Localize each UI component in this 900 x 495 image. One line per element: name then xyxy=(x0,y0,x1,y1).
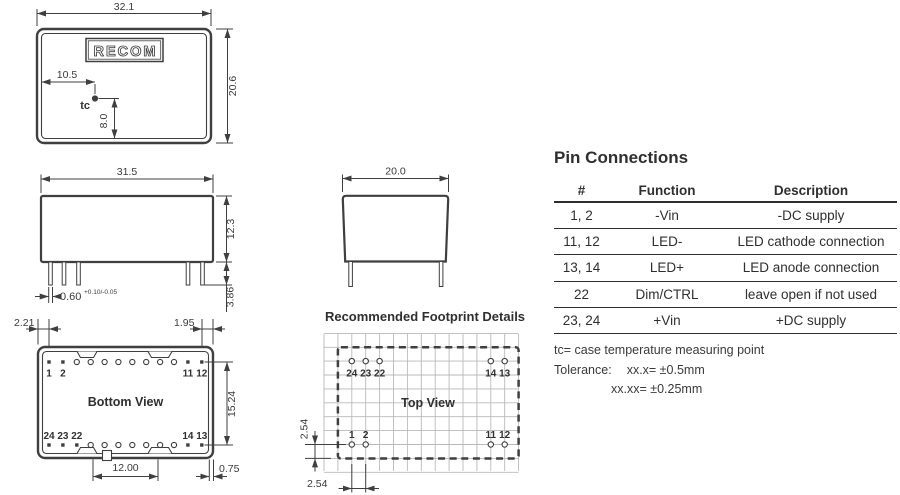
pin-lead xyxy=(62,262,66,285)
pin-width-dim-label: 0.60 xyxy=(60,291,82,303)
footprint-heading: Recommended Footprint Details xyxy=(324,309,526,324)
table-row xyxy=(554,229,897,255)
pad-14 xyxy=(488,358,493,363)
top-view-height-dim-label: 20.6 xyxy=(227,75,239,97)
pin-lead xyxy=(49,262,53,285)
pin-1 xyxy=(47,360,50,363)
tolerance-value-1: xx.x= ±0.5mm xyxy=(626,362,705,377)
end-view xyxy=(343,166,449,287)
pin-hole xyxy=(116,442,121,447)
notes xyxy=(554,341,897,400)
table-row xyxy=(554,255,897,281)
table-row xyxy=(554,203,897,229)
pin-lead xyxy=(186,262,190,285)
pin-description-cell: +DC supply xyxy=(775,312,847,328)
pin-hole xyxy=(171,442,176,447)
pin-hole xyxy=(102,359,107,364)
pin-num-cell: 13, 14 xyxy=(562,260,601,276)
pin-num-cell: 1, 2 xyxy=(570,208,593,223)
pin-hole xyxy=(158,442,163,447)
front-view-height-dim-label: 12.3 xyxy=(225,218,237,240)
pad-24 xyxy=(349,358,354,363)
pad-number: 23 xyxy=(360,368,372,380)
vertical-pitch-dim-label: 2.54 xyxy=(298,418,311,440)
pin-number: 23 xyxy=(57,431,69,442)
col-header-function: Function xyxy=(638,183,696,198)
footprint-view xyxy=(299,309,526,493)
pin-number: 13 xyxy=(196,431,208,442)
tolerance-value-2: xx.xx= ±0.25mm xyxy=(611,382,703,397)
pin-connections-table xyxy=(554,183,897,334)
case-notch xyxy=(77,352,97,358)
col-header-num: # xyxy=(577,183,586,198)
pad-22 xyxy=(377,358,382,363)
pin-hole xyxy=(171,359,176,364)
pin-11 xyxy=(186,360,189,363)
pin-hole xyxy=(74,359,79,364)
tc-label: tc xyxy=(80,100,90,112)
pin-span-dim-label: 12.00 xyxy=(112,462,139,474)
pad-number: 11 xyxy=(485,430,497,441)
pin-hole xyxy=(158,359,163,364)
case-tab xyxy=(103,451,112,461)
case-notch xyxy=(148,448,172,454)
case-notch xyxy=(77,448,97,454)
end-view-body xyxy=(343,196,448,262)
pin-function-cell: Dim/CTRL xyxy=(635,286,699,302)
horizontal-pitch-dim-label: 2.54 xyxy=(307,478,328,490)
front-view-width-dim-label: 31.5 xyxy=(116,166,138,178)
pin-13 xyxy=(200,443,203,446)
pad-number: 2 xyxy=(362,430,369,441)
tc-point xyxy=(92,95,98,101)
pin-23 xyxy=(61,443,64,446)
pin-2 xyxy=(61,360,64,363)
pin-number: 22 xyxy=(71,431,83,442)
pin-number: 12 xyxy=(196,368,208,380)
pin-function-cell: -Vin xyxy=(655,208,679,223)
pin-hole xyxy=(88,442,93,447)
pin-description-cell: LED cathode connection xyxy=(737,234,885,250)
footprint-title: Top View xyxy=(401,396,455,410)
pin-24 xyxy=(47,443,50,446)
top-view xyxy=(37,1,239,143)
pin-function-cell: LED- xyxy=(651,234,683,250)
pin-number: 2 xyxy=(60,368,66,380)
pad-1 xyxy=(349,442,354,447)
right-pin-offset-dim-label: 1.95 xyxy=(174,317,195,329)
pin-hole xyxy=(116,359,121,364)
pad-number: 24 xyxy=(346,368,358,380)
row-pitch-dim-label: 15.24 xyxy=(226,390,238,418)
pin-lead xyxy=(201,262,205,285)
pin-num-cell: 22 xyxy=(573,286,590,302)
pin-description-cell: LED anode connection xyxy=(742,260,880,276)
pad-13 xyxy=(502,358,507,363)
tc-offset-y-label: 8.0 xyxy=(98,113,110,129)
end-view-width-dim-label: 20.0 xyxy=(385,165,406,178)
pin-hole xyxy=(130,359,135,364)
pin-lead xyxy=(349,262,353,287)
pin-hole xyxy=(130,442,135,447)
pin-12 xyxy=(200,360,203,363)
pin-function-cell: LED+ xyxy=(649,260,685,276)
pin-connections-section xyxy=(554,148,897,400)
pin-description-cell: -DC supply xyxy=(777,208,845,223)
tolerance-note xyxy=(554,361,897,381)
pad-23 xyxy=(363,358,368,363)
pin-number: 11 xyxy=(182,368,194,380)
pin-num-cell: 11, 12 xyxy=(563,234,600,250)
recom-logo xyxy=(86,39,163,62)
pin-14 xyxy=(186,443,189,446)
pin-hole xyxy=(88,359,93,364)
pad-number: 13 xyxy=(499,368,511,380)
pin-function-cell: +Vin xyxy=(653,312,681,328)
pad-number: 12 xyxy=(499,430,511,441)
pin-number: 1 xyxy=(46,368,52,380)
pin-connections-title: Pin Connections xyxy=(554,148,689,167)
front-view-body xyxy=(41,196,213,262)
bottom-view xyxy=(14,317,240,481)
pad-number: 22 xyxy=(374,368,386,380)
pin-length-dim-label: 3.86 xyxy=(224,286,237,308)
top-view-width-dim-label: 32.1 xyxy=(113,1,135,13)
table-header-row xyxy=(554,183,897,203)
left-pin-offset-dim-label: 2.21 xyxy=(14,317,35,329)
pin-hole xyxy=(144,359,149,364)
col-header-description: Description xyxy=(773,183,849,198)
pin-description-cell: leave open if not used xyxy=(744,286,878,302)
pad-12 xyxy=(502,442,507,447)
pin-lead xyxy=(439,262,443,287)
table-row xyxy=(554,308,897,334)
pin-hole xyxy=(102,442,107,447)
table-row xyxy=(554,282,897,308)
pin-number: 24 xyxy=(43,431,55,442)
pin-lead xyxy=(77,262,81,285)
pad-number: 14 xyxy=(485,368,497,380)
pin-hole xyxy=(144,442,149,447)
bottom-view-title: Bottom View xyxy=(87,395,164,409)
pad-2 xyxy=(363,442,368,447)
tolerance-label: Tolerance: xyxy=(554,362,612,377)
pin-num-cell: 23, 24 xyxy=(562,312,601,328)
pin-22 xyxy=(75,443,78,446)
pin-number: 14 xyxy=(182,431,194,442)
pin-width-tolerance-label: +0.10/-0.05 xyxy=(84,289,118,296)
pad-number: 1 xyxy=(349,430,355,441)
tc-offset-x-label: 10.5 xyxy=(56,69,78,81)
pad-11 xyxy=(488,442,493,447)
recom-logo-text: RECOM xyxy=(93,44,158,60)
tc-note: tc= case temperature measuring point xyxy=(554,342,765,357)
edge-offset-dim-label: 0.75 xyxy=(219,463,240,475)
case-notch xyxy=(148,352,172,358)
front-view xyxy=(35,166,237,312)
